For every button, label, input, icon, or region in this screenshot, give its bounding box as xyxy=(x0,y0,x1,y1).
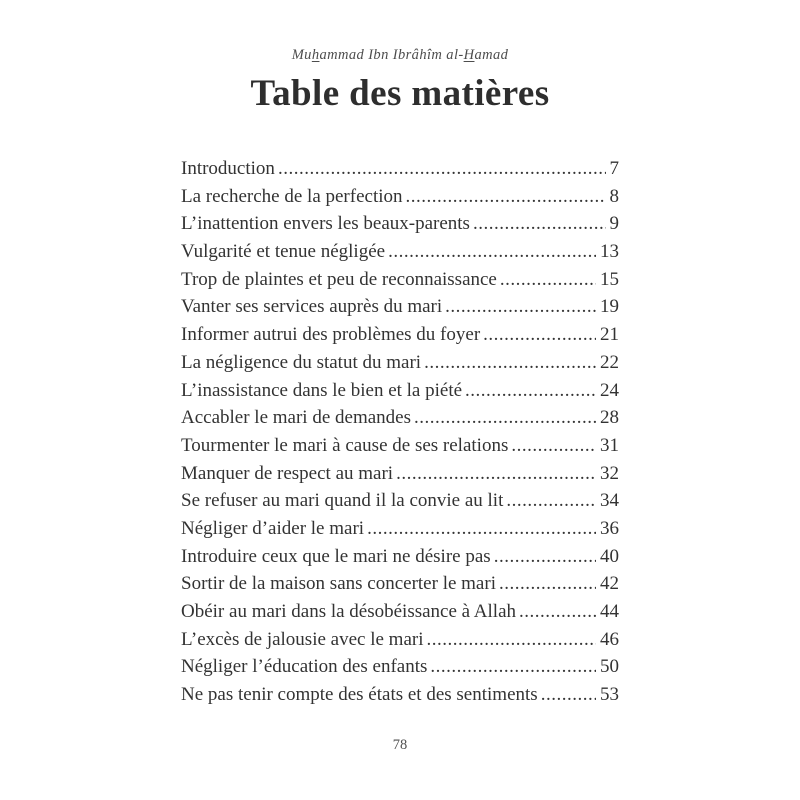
toc-entry-title: Négliger d’aider le mari xyxy=(181,517,365,539)
toc-entry-title: Vulgarité et tenue négligée xyxy=(181,241,386,263)
dot-leader xyxy=(414,407,596,429)
dot-leader xyxy=(465,380,596,402)
dot-leader xyxy=(494,546,596,568)
dot-leader xyxy=(483,324,596,346)
toc-entry xyxy=(181,158,619,186)
page-title: Table des matières xyxy=(250,73,550,114)
toc-entry xyxy=(181,656,619,684)
toc-entry-page: 46 xyxy=(600,628,619,650)
dot-leader xyxy=(445,296,596,318)
dot-leader xyxy=(430,656,596,678)
toc-entry xyxy=(181,684,619,712)
dot-leader xyxy=(424,352,596,374)
toc-entry-title: Se refuser au mari quand il la convie au lit xyxy=(181,490,504,512)
table-of-contents xyxy=(181,158,619,712)
toc-entry-page: 44 xyxy=(600,601,619,622)
toc-entry xyxy=(181,352,619,380)
dot-leader xyxy=(499,573,596,595)
toc-entry-title: Informer autrui des problèmes du foyer xyxy=(181,324,481,346)
dot-leader xyxy=(388,241,596,263)
author-underlined-letter: H xyxy=(463,47,475,63)
dot-leader xyxy=(396,463,596,485)
dot-leader xyxy=(367,518,596,540)
toc-entry-page: 53 xyxy=(600,684,619,706)
dot-leader xyxy=(541,684,596,706)
author-line xyxy=(0,47,800,64)
author-text: Mu xyxy=(291,47,312,63)
toc-entry-title: La négligence du statut du mari xyxy=(181,351,422,373)
dot-leader xyxy=(500,269,596,291)
toc-entry xyxy=(181,546,619,574)
toc-entry-title: Vanter ses services auprès du mari xyxy=(181,296,443,318)
toc-entry-title: Tourmenter le mari à cause de ses relations xyxy=(181,434,509,456)
toc-entry-title: L’inattention envers les beaux-parents xyxy=(181,213,470,235)
toc-entry-page: 32 xyxy=(600,462,619,484)
toc-entry-title: Obéir au mari dans la désobéissance à Allah xyxy=(181,601,517,622)
dot-leader xyxy=(506,490,596,512)
toc-entry-title: L’inassistance dans le bien et la piété xyxy=(181,379,463,401)
dot-leader xyxy=(511,435,596,457)
toc-entry xyxy=(181,573,619,601)
toc-entry xyxy=(181,629,619,657)
toc-entry xyxy=(181,269,619,297)
toc-entry-page: 22 xyxy=(600,351,619,373)
toc-entry-page: 36 xyxy=(600,517,619,539)
toc-entry-title: Négliger l’éducation des enfants xyxy=(181,656,428,678)
author-text: amad xyxy=(474,47,509,63)
toc-entry xyxy=(181,518,619,546)
toc-entry-page: 9 xyxy=(609,213,619,235)
toc-entry xyxy=(181,296,619,324)
toc-entry-page: 15 xyxy=(600,268,619,290)
author-text: ammad Ibn Ibrâhîm al- xyxy=(319,47,464,63)
dot-leader xyxy=(473,213,606,235)
toc-entry-title: L’excès de jalousie avec le mari xyxy=(181,628,424,650)
toc-entry-title: Sortir de la maison sans concerter le mari xyxy=(181,573,496,595)
dot-leader xyxy=(406,186,606,208)
toc-entry xyxy=(181,324,619,352)
toc-entry xyxy=(181,241,619,269)
toc-entry-title: Introduire ceux que le mari ne désire pas xyxy=(181,545,491,567)
toc-entry-page: 34 xyxy=(600,490,619,512)
toc-entry xyxy=(181,213,619,241)
dot-leader xyxy=(278,158,606,180)
toc-entry-page: 31 xyxy=(600,434,619,456)
toc-entry-page: 28 xyxy=(600,407,619,429)
toc-entry-page: 24 xyxy=(600,379,619,401)
toc-entry-title: Manquer de respect au mari xyxy=(181,462,394,484)
toc-entry xyxy=(181,186,619,214)
toc-entry-page: 42 xyxy=(600,573,619,595)
author-underlined-letter: h xyxy=(311,47,320,63)
dot-leader xyxy=(519,601,596,623)
toc-entry-page: 7 xyxy=(609,158,619,179)
toc-entry xyxy=(181,435,619,463)
toc-entry-title: Trop de plaintes et peu de reconnaissance xyxy=(181,268,497,290)
toc-entry-page: 21 xyxy=(600,324,619,346)
toc-entry-title: Introduction xyxy=(181,158,275,179)
toc-entry xyxy=(181,490,619,518)
toc-entry xyxy=(181,601,619,629)
toc-entry-page: 40 xyxy=(600,545,619,567)
toc-entry-page: 13 xyxy=(600,241,619,263)
toc-entry-page: 50 xyxy=(600,656,619,678)
toc-entry xyxy=(181,380,619,408)
toc-entry-title: Ne pas tenir compte des états et des sentiments xyxy=(181,684,538,706)
toc-entry-page: 19 xyxy=(600,296,619,318)
toc-entry xyxy=(181,407,619,435)
toc-entry-page: 8 xyxy=(609,185,619,207)
folio-page-number: 78 xyxy=(392,737,408,753)
dot-leader xyxy=(427,629,597,651)
toc-entry-title: Accabler le mari de demandes xyxy=(181,407,411,429)
toc-entry xyxy=(181,463,619,491)
toc-entry-title: La recherche de la perfection xyxy=(181,185,403,207)
